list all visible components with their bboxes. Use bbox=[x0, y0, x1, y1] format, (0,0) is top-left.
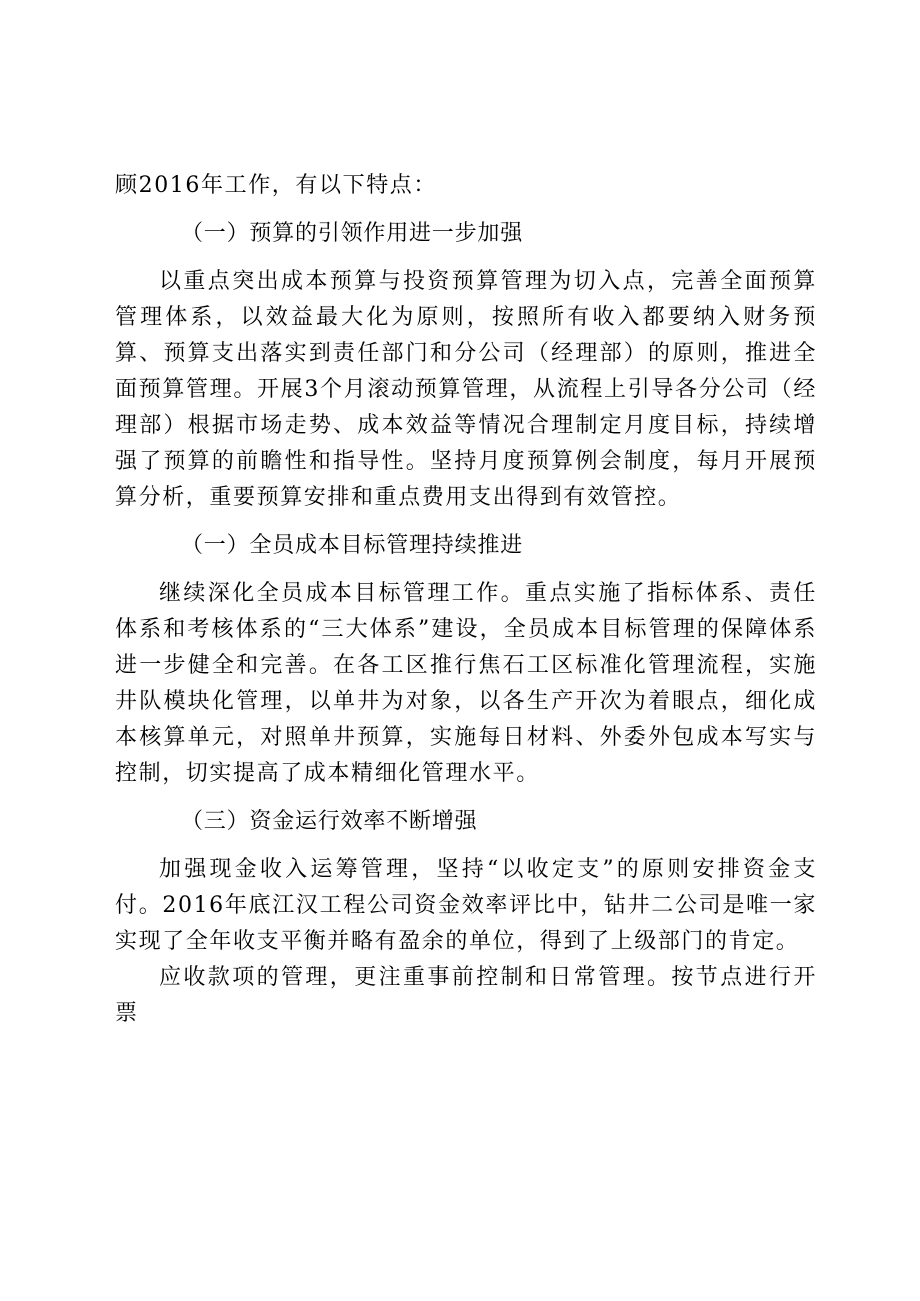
section-paragraph-capital: 加强现金收入运筹管理，坚持“以收定支”的原则安排资金支付。2016年底江汉工程公司资金效率评比中，钻井二公司是唯一家实现了全年收支平衡并略有盈余的单位，得到了上级部门的肯定。 bbox=[115, 857, 817, 954]
document-body bbox=[115, 168, 817, 1032]
section-heading-capital: （三）资金运行效率不断增强 bbox=[181, 809, 478, 834]
section-paragraph-cost-target: 继续深化全员成本目标管理工作。重点实施了指标体系、责任体系和考核体系的“三大体系”建设，全员成本目标管理的保障体系进一步健全和完善。在各工区推行焦石工区标准化管理流程，实施井队模块化管理，以单井为对象，以各生产开次为着眼点，细化成本核算单元，对照单井预算，实施每日材料、外委外包成本写实与控制，切实提高了成本精细化管理水平。 bbox=[115, 581, 817, 786]
intro-paragraph: 顾2016年工作，有以下特点： bbox=[115, 173, 437, 198]
section-paragraph-budget: 以重点突出成本预算与投资预算管理为切入点，完善全面预算管理体系，以效益最大化为原则，按照所有收入都要纳入财务预算、预算支出落实到责任部门和分公司（经理部）的原则，推进全面预算管理。开展3个月滚动预算管理，从流程上引导各分公司（经理部）根据市场走势、成本效益等情况合理制定月度目标，持续增强了预算的前瞻性和指导性。坚持月度预算例会制度，每月开展预算分析，重要预算安排和重点费用支出得到有效管控。 bbox=[115, 269, 817, 510]
section-paragraph-receivables: 应收款项的管理，更注重事前控制和日常管理。按节点进行开票 bbox=[115, 965, 817, 1026]
section-heading-cost-target: （一）全员成本目标管理持续推进 bbox=[181, 533, 524, 558]
section-heading-budget: （一）预算的引领作用进一步加强 bbox=[181, 221, 524, 246]
